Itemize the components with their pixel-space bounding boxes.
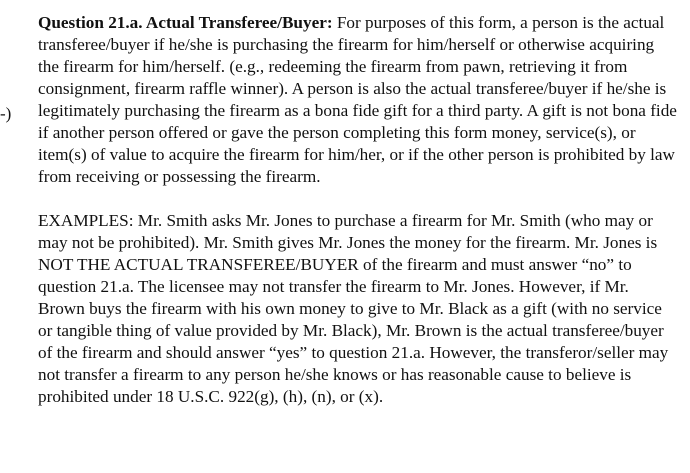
instruction-section [38,12,678,408]
question-heading: Question 21.a. Actual Transferee/Buyer: [38,13,333,32]
definition-text: For purposes of this form, a person is the actual transferee/buyer if he/she is purchasing the firearm for him/herself or otherwise acquiring the firearm for him/herself. (e.g., redeeming the firearm from pawn, retrieving it from consignment, firearm raffle winner). A person is also the actual transferee/buyer if he/she is legitimately purchasing the firearm as a bona fide gift for a third party. A gift is not bona fide if another person offered or gave the person completing this form money, service(s), or item(s) of value to acquire the firearm for him/her, or if the other person is prohibited by law from receiving or possessing the firearm. [38,13,677,186]
clipped-margin-mark: -) [0,104,12,123]
examples-paragraph: EXAMPLES: Mr. Smith asks Mr. Jones to purchase a firearm for Mr. Smith (who may or may not be prohibited). Mr. Smith gives Mr. Jones the money for the firearm. Mr. Jones is NOT THE ACTUAL TRANSFEREE/BUYER of the firearm and must answer “no” to question 21.a. The licensee may not transfer the firearm to Mr. Jones. However, if Mr. Brown buys the firearm with his own money to give to Mr. Black as a gift (with no service or tangible thing of value provided by Mr. Black), Mr. Brown is the actual transferee/buyer of the firearm and should answer “yes” to question 21.a. However, the transferor/seller may not transfer a firearm to any person he/she knows or has reasonable cause to believe is prohibited under 18 U.S.C. 922(g), (h), (n), or (x). [38,211,669,406]
definition-paragraph [38,12,678,188]
